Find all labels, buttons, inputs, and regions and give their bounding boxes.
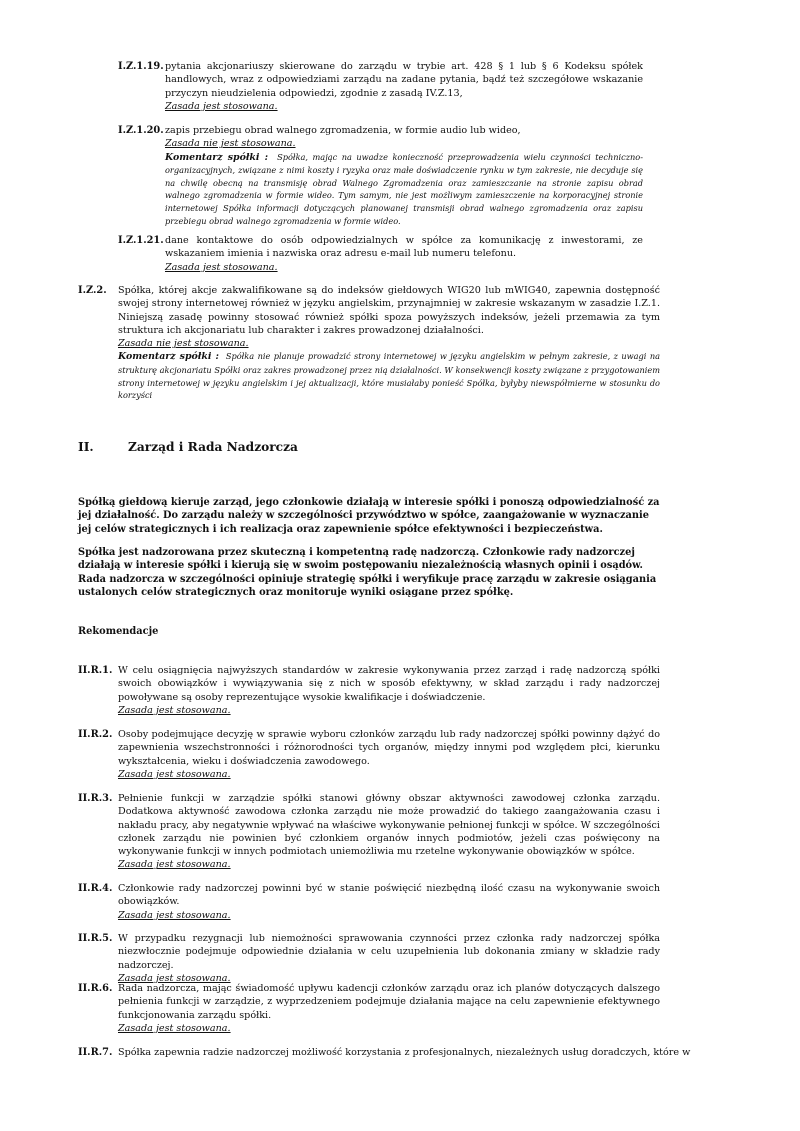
section-title: Zarząd i Rada Nadzorcza bbox=[128, 440, 298, 454]
company-comment bbox=[118, 350, 660, 401]
item-text: Spółka, której akcje zakwalifikowane są do indeksów giełdowych WIG20 lub mWIG40, zapewnia dostępność swojej strony internetowej również w języku angielskim, przynajmniej w zakresie wskazanym w zasadzie I.Z.1. Niniejszą zasadę powinny stosować również spółki spoza powyższych indeksów, jeżeli przemawia za tym struktura ich akcjonariatu lub charakter i zakres prowadzonej działalności. bbox=[118, 285, 660, 336]
recommendations-title: Rekomendacje bbox=[78, 626, 159, 637]
intro-paragraph-1: Spółką giełdową kieruje zarząd, jego członkowie działają w interesie spółki i ponoszą odpowiedzialność za jej działalność. Do zarządu należy w szczególności przywództwo w spółce, zaangażowanie w wyznaczanie jej celów strategicznych i ich realizacja oraz zapewnienie spółce efektywności i bezpieczeństwa. bbox=[78, 497, 660, 535]
item-text: pytania akcjonariuszy skierowane do zarządu w trybie art. 428 § 1 lub § 6 Kodeksu spółek handlowych, wraz z odpowiedziami zarządu na zadane pytania, bądź też szczegółowe wskazanie przyczyn nieudzielenia odpowiedzi, zgodnie z zasadą IV.Z.13, bbox=[165, 61, 643, 99]
status-label: Zasada jest stosowana. bbox=[118, 859, 231, 871]
item-II.R.6 bbox=[118, 982, 660, 1035]
item-text: Spółka zapewnia radzie nadzorczej możliwość korzystania z profesjonalnych, niezależnych usług doradczych, które w bbox=[118, 1047, 691, 1058]
item-id: II.R.4. bbox=[78, 883, 113, 894]
status-label: Zasada jest stosowana. bbox=[118, 909, 231, 921]
item-I.Z.2 bbox=[118, 284, 660, 402]
item-II.R.1 bbox=[118, 664, 660, 717]
status-label: Zasada nie jest stosowana. bbox=[165, 138, 296, 150]
item-text: W przypadku rezygnacji lub niemożności sprawowania czynności przez członka rady nadzorczej spółka niezwłocznie podejmuje odpowiednie działania w celu uzupełnienia lub dokonania zmiany w składzie rady nadzorczej. bbox=[118, 933, 660, 971]
item-text: Członkowie rady nadzorczej powinni być w stanie poświęcić niezbędną ilość czasu na wykonywanie swoich obowiązków. bbox=[118, 883, 660, 908]
item-text: Rada nadzorcza, mając świadomość upływu kadencji członków zarządu oraz ich planów dotyczących dalszego pełnienia funkcji w zarządzie, z wyprzedzeniem podejmuje działania mające na celu zapewnienie efektywnego funkcjonowania zarządu spółki. bbox=[118, 983, 660, 1021]
item-II.R.4 bbox=[118, 882, 660, 922]
status-label: Zasada nie jest stosowana. bbox=[118, 338, 249, 350]
item-id: II.R.7. bbox=[78, 1047, 113, 1058]
section-number: II. bbox=[78, 440, 94, 454]
item-id: II.R.3. bbox=[78, 793, 113, 804]
comment-label: Komentarz spółki : bbox=[165, 151, 269, 163]
item-text: Osoby podejmujące decyzję w sprawie wyboru członków zarządu lub rady nadzorczej spółki powinny dążyć do zapewnienia wszechstronności i różnorodności tych organów, między innymi pod względem płci, kierunku wykształcenia, wieku i doświadczenia zawodowego. bbox=[118, 729, 660, 767]
item-id: II.R.6. bbox=[78, 983, 113, 994]
item-id: II.R.5. bbox=[78, 933, 113, 944]
item-II.R.5 bbox=[118, 932, 660, 985]
item-text: zapis przebiegu obrad walnego zgromadzenia, w formie audio lub wideo, bbox=[165, 125, 521, 136]
item-II.R.3 bbox=[118, 792, 660, 872]
item-id: II.R.1. bbox=[78, 665, 113, 676]
status-label: Zasada jest stosowana. bbox=[118, 972, 231, 984]
item-I.Z.1.19 bbox=[165, 60, 643, 113]
status-label: Zasada jest stosowana. bbox=[165, 100, 278, 112]
item-id: II.R.2. bbox=[78, 729, 113, 740]
item-II.R.7 bbox=[118, 1046, 691, 1059]
status-label: Zasada jest stosowana. bbox=[118, 704, 231, 716]
item-II.R.2 bbox=[118, 728, 660, 781]
item-I.Z.1.20 bbox=[165, 124, 643, 227]
company-comment bbox=[165, 151, 643, 228]
intro-paragraph-2: Spółka jest nadzorowana przez skuteczną i kompetentną radę nadzorczą. Członkowie rady nadzorczej działają w interesie spółki i kierują się w swoim postępowaniu niezależnością własnych opinii i osądów. Rada nadzorcza w szczególności opiniuje strategię spółki i weryfikuje pracę zarządu w zakresie osiągania ustalonych celów strategicznych oraz monitoruje wyniki osiągane przez spółkę. bbox=[78, 547, 657, 598]
item-text: W celu osiągnięcia najwyższych standardów w zakresie wykonywania przez zarząd i radę nadzorczą spółki swoich obowiązków i wywiązywania się z nich w sposób efektywny, w skład zarządu i rady nadzorczej powoływane są osoby reprezentujące wysokie kwalifikacje i doświadczenie. bbox=[118, 665, 660, 703]
item-text: dane kontaktowe do osób odpowiedzialnych w spółce za komunikację z inwestorami, ze wskazaniem imienia i nazwiska oraz adresu e-mail lub numeru telefonu. bbox=[165, 235, 643, 260]
comment-label: Komentarz spółki : bbox=[118, 351, 219, 363]
status-label: Zasada jest stosowana. bbox=[118, 768, 231, 780]
status-label: Zasada jest stosowana. bbox=[118, 1022, 231, 1034]
comment-text: Spółka, mając na uwadze konieczność przeprowadzenia wielu czynności techniczno-organizacyjnych, związane z nimi koszty i ryzyka oraz małe doświadczenie rynku w tym zakresie, nie decyduje się na chwilę obecną na transmisję obrad Walnego Zgromadzenia oraz zamieszczanie na stronie zapisu obrad walnego zgromadzenia w formie wideo. Tym samym, nie jest możliwym zamieszczenie na korporacyjnej stronie internetowej Spółka informacji dotyczących planowanej transmisji obrad walnego zgromadzenia oraz zapisu przebiegu obrad walnego zgromadzenia w formie wideo. bbox=[165, 151, 643, 226]
comment-text: Spółka nie planuje prowadzić strony internetowej w języku angielskim w pełnym zakresie, z uwagi na strukturę akcjonariatu Spółki oraz zakres prowadzonej przez nią działalności. W konsekwencji koszty związane z przygotowaniem strony internetowej w języku angielskim i jej aktualizacji, które musiałaby ponieść Spółka, byłyby niewspółmierne w stosunku do korzyści bbox=[118, 351, 660, 401]
item-id: I.Z.2. bbox=[78, 285, 107, 296]
item-id: I.Z.1.20. bbox=[118, 125, 164, 136]
item-I.Z.1.21 bbox=[165, 234, 643, 274]
item-text: Pełnienie funkcji w zarządzie spółki stanowi główny obszar aktywności zawodowej członka zarządu. Dodatkowa aktywność zawodowa członka zarządu nie może prowadzić do takiego zaangażowania czasu i nakładu pracy, aby negatywnie wpływać na właściwe wykonywanie pełnionej funkcji w spółce. W szczególności członek zarządu nie powinien być członkiem organów innych podmiotów, jeżeli czas poświęcony na wykonywanie funkcji w innych podmiotach uniemożliwia mu rzetelne wykonywanie obowiązków w spółce. bbox=[118, 793, 660, 858]
status-label: Zasada jest stosowana. bbox=[165, 261, 278, 273]
item-id: I.Z.1.19. bbox=[118, 61, 164, 72]
item-id: I.Z.1.21. bbox=[118, 235, 164, 246]
